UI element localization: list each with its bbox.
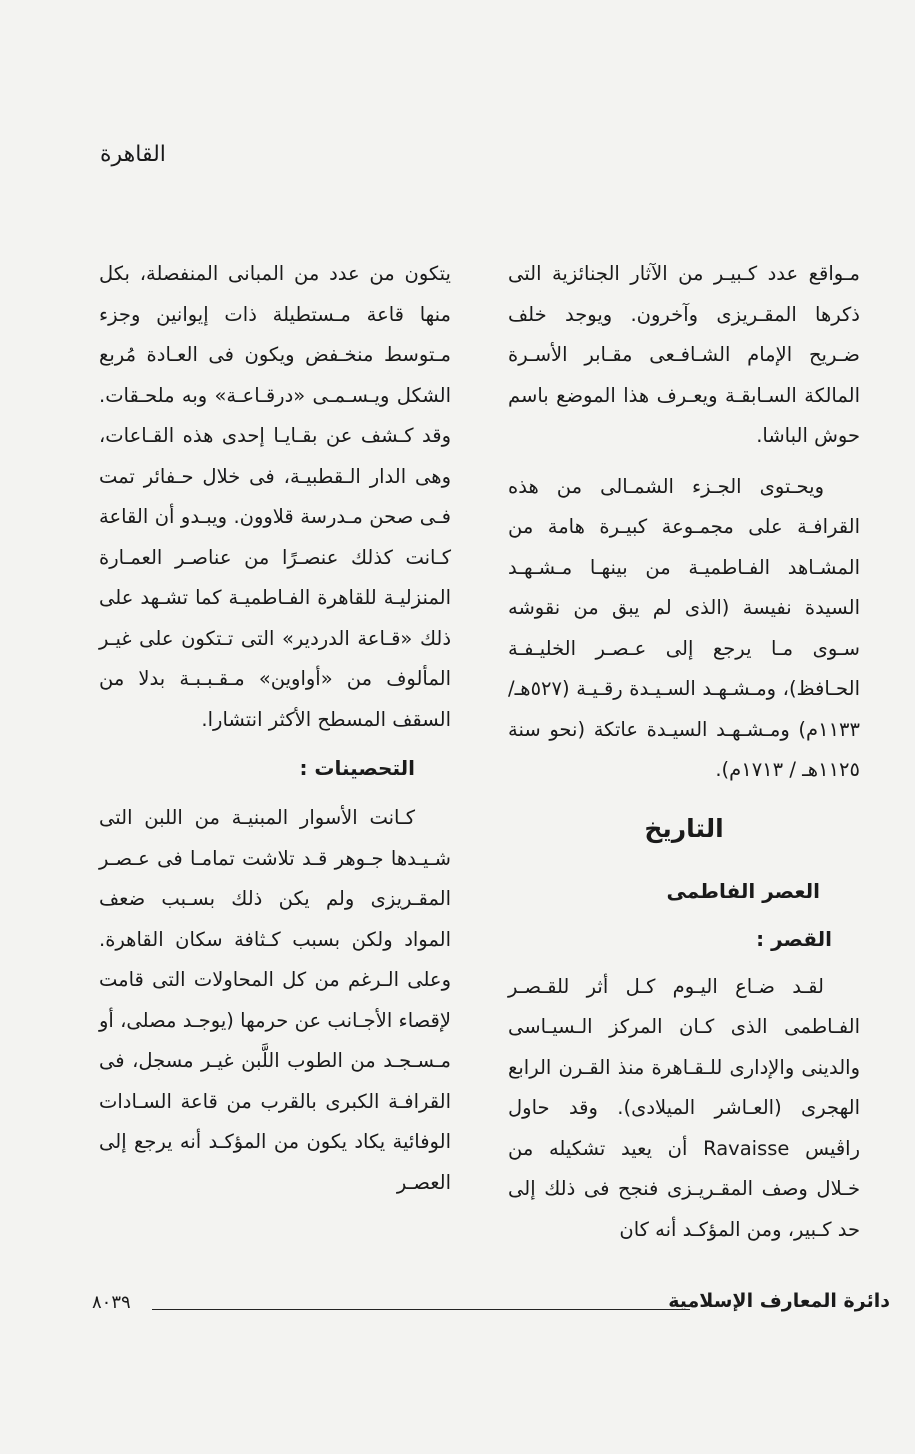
right-paragraph-3: لقـد ضـاع اليـوم كـل أثر للقـصـر الفـاطمى الذى كـان المركز الـسيـاسى والدينى والإدارى للـقـاهرة منذ القـرن الرابع الهجرى (العـاشر الميلادى). وقد حاول راڤيس Ravaisse أن يعيد تشكيله من خـلال وصف المقـريـزى فنجح فى ذلك إلى حد كـبير، ومن المؤكـد أنه كان xyxy=(508,974,860,1241)
right-paragraph-2: ويحـتوى الجـزء الشمـالى من هذه القرافـة على مجمـوعة كبيـرة هامة من المشـاهد الفـاطميـة من بينهـا مـشـهـد السيدة نفيسة (الذى لم يبق من نقوشه سـوى مـا يرجع إلى عـصـر الخليـفـة الحـافظ)، ومـشـهـد السـيـدة رقـيـة (٥٢٧هـ/ ١١٣٣م) ومـشـهـد السيـدة عاتكة (نحو سنة ١١٢٥هـ / ١٧١٣م). xyxy=(508,474,860,781)
section-heading-history: التاريخ xyxy=(644,813,724,843)
subsection-heading-palace: القصر : xyxy=(756,926,832,951)
page-footer xyxy=(92,1290,890,1324)
left-paragraph-1: يتكون من عدد من المبانى المنفصلة، بكل منها قاعة مـستطيلة ذات إيوانين وجزء مـتوسط منخـفض ويكون فى العـادة مُربع الشكل ويـسـمـى «درقـاعـة» وبه ملحـقات. وقد كـشف عن بقـايـا إحدى هذه القـاعات، وهى الدار الـقطبيـة، فى خلال حـفائر تمت فـى صحن مـدرسة قلاوون. ويبـدو أن القاعة كـانت كذلك عنصـرًا من عناصـر العمـارة المنزليـة للقاهرة الفـاطميـة كما تشـهد على ذلك «قـاعة الدردير» التى تـتكون على غيـر المألوف من «أواوين» مـقـبـبـة بدلا من السقف المسطح الأكثر انتشارا. xyxy=(99,262,451,731)
subsection-heading-fatimid: العصر الفاطمى xyxy=(666,878,820,903)
running-head: القاهرة xyxy=(100,142,166,167)
right-paragraph-1: مـواقع عدد كـبيـر من الآثار الجنائزية التى ذكرها المقـريزى وآخرون. ويوجد خلف ضـريح الإمام الشـافـعى مقـابر الأسـرة المالكة السـابقـة ويعـرف هذا الموضع باسم حوش الباشا. xyxy=(508,262,860,447)
left-column xyxy=(99,254,451,1203)
right-column xyxy=(508,254,860,1250)
subsection-heading-fortifications: التحصينات : xyxy=(299,756,415,780)
footer-title: دائرة المعارف الإسلامية xyxy=(668,1290,890,1312)
footer-rule xyxy=(152,1309,690,1310)
left-paragraph-2: كـانت الأسوار المبنيـة من اللبن التى شـيـدها جـوهر قـد تلاشت تمامـا فى عـصـر المقـريزى ولم يكن ذلك بسـبب ضعف المواد ولكن بسبب كـثافة سكان القاهرة. وعلى الـرغم من كل المحاولات التى قامت لإقصاء الأجـانب عن حرمها (يوجـد مصلى، أو مـسـجـد من الطوب اللَّبن غيـر مسجل، فى القرافـة الكبرى بالقرب من قاعة السـادات الوفائية يكاد يكون من المؤكـد أنه يرجع إلى العصـر xyxy=(99,806,451,1194)
page-number: ٨٠٣٩ xyxy=(92,1292,131,1313)
